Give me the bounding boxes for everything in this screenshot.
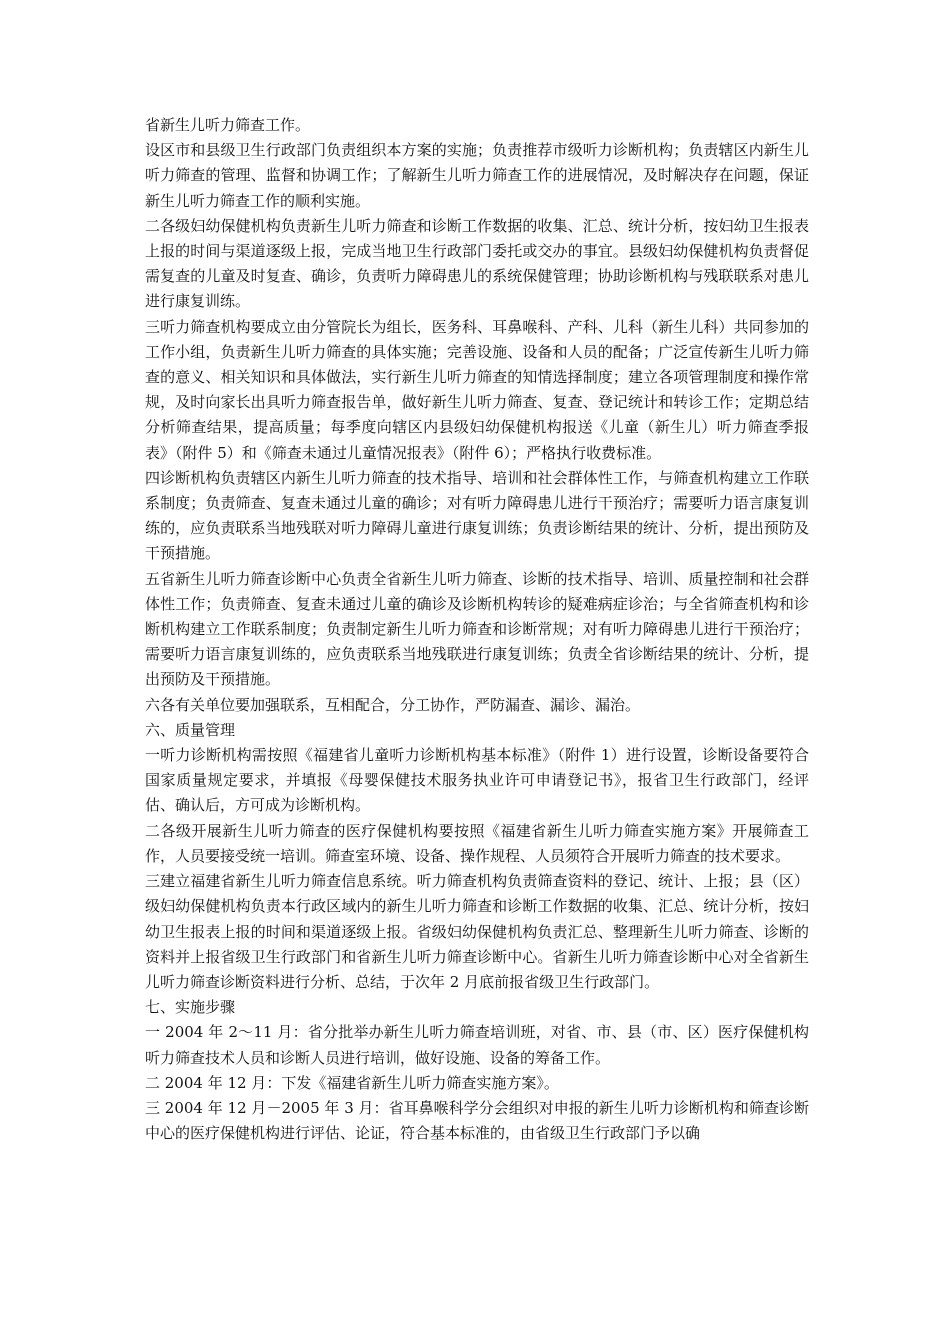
paragraph-item-2: 二各级妇幼保健机构负责新生儿听力筛查和诊断工作数据的收集、汇总、统计分析，按妇幼卫生报表上报的时间与渠道逐级上报，完成当地卫生行政部门委托或交办的事宜。县级妇幼保健机构负责督促需复查的儿童及时复查、确诊，负责听力障碍患儿的系统保健管理；协助诊断机构与残联联系对患儿进行康复训练。: [145, 216, 809, 311]
paragraph-item-6: 六各有关单位要加强联系，互相配合，分工协作，严防漏查、漏诊、漏治。: [145, 695, 641, 714]
paragraph-quality-2: 二各级开展新生儿听力筛查的医疗保健机构要按照《福建省新生儿听力筛查实施方案》开展筛查工作，人员要接受统一培训。筛查室环境、设备、操作规程、人员须符合开展听力筛查的技术要求。: [145, 821, 809, 865]
section-heading-steps: 七、实施步骤: [145, 998, 236, 1017]
paragraph-item-1: 设区市和县级卫生行政部门负责组织本方案的实施；负责推荐市级听力诊断机构；负责辖区内新生儿听力筛查的管理、监督和协调工作；了解新生儿听力筛查工作的进展情况，及时解决存在问题，保证新生儿听力筛查工作的顺利实施。: [145, 141, 809, 210]
paragraph-continuation: 省新生儿听力筛查工作。: [145, 116, 311, 134]
paragraph-step-3: 三 2004 年 12 月－2005 年 3 月：省耳鼻喉科学分会组织对申报的新生儿听力诊断机构和筛查诊断中心的医疗保健机构进行评估、论证，符合基本标准的，由省级卫生行政部门予以确: [145, 1098, 809, 1143]
paragraph-item-4: 四诊断机构负责辖区内新生儿听力筛查的技术指导、培训和社会群体性工作，与筛查机构建立工作联系制度；负责筛查、复查未通过儿童的确诊；对有听力障碍患儿进行干预治疗；需要听力语言康复训练的，应负责联系当地残联对听力障碍儿童进行康复训练；负责诊断结果的统计、分析，提出预防及干预措施。: [145, 468, 809, 563]
paragraph-step-2: 二 2004 年 12 月：下发《福建省新生儿听力筛查实施方案》。: [145, 1073, 559, 1092]
document-body: [145, 113, 809, 1146]
paragraph-item-3: 三听力筛查机构要成立由分管院长为组长，医务科、耳鼻喉科、产科、儿科（新生儿科）共同参加的工作小组，负责新生儿听力筛查的具体实施；完善设施、设备和人员的配备；广泛宣传新生儿听力筛查的意义、相关知识和具体做法，实行新生儿听力筛查的知情选择制度；建立各项管理制度和操作常规，及时向家长出具听力筛查报告单，做好新生儿听力筛查、复查、登记统计和转诊工作；定期总结分析筛查结果，提高质量；每季度向辖区内县级妇幼保健机构报送《儿童（新生儿）听力筛查季报表》（附件 5）和《筛查未通过儿童情况报表》（附件 6）；严格执行收费标准。: [145, 317, 809, 462]
paragraph-step-1: 一 2004 年 2～11 月：省分批举办新生儿听力筛查培训班，对省、市、县（市、区）医疗保健机构听力筛查技术人员和诊断人员进行培训，做好设施、设备的筹备工作。: [145, 1023, 809, 1067]
paragraph-quality-3: 三建立福建省新生儿听力筛查信息系统。听力筛查机构负责筛查资料的登记、统计、上报；县（区）级妇幼保健机构负责本行政区域内的新生儿听力筛查和诊断工作数据的收集、汇总、统计分析，按妇幼卫生报表上报的时间和渠道逐级上报。省级妇幼保健机构负责汇总、整理新生儿听力筛查、诊断的资料并上报省级卫生行政部门和省新生儿听力筛查诊断中心。省新生儿听力筛查诊断中心对全省新生儿听力筛查诊断资料进行分析、总结，于次年 2 月底前报省级卫生行政部门。: [145, 872, 809, 991]
section-heading-quality: 六、质量管理: [145, 720, 236, 739]
paragraph-quality-1: 一听力诊断机构需按照《福建省儿童听力诊断机构基本标准》（附件 1）进行设置，诊断设备要符合国家质量规定要求，并填报《母婴保健技术服务执业许可申请登记书》，报省卫生行政部门，经评估、确认后，方可成为诊断机构。: [145, 746, 809, 815]
paragraph-item-5: 五省新生儿听力筛查诊断中心负责全省新生儿听力筛查、诊断的技术指导、培训、质量控制和社会群体性工作；负责筛查、复查未通过儿童的确诊及诊断机构转诊的疑难病症诊治；与全省筛查机构和诊断机构建立工作联系制度；负责制定新生儿听力筛查和诊断常规；对有听力障碍患儿进行干预治疗；需要听力语言康复训练的，应负责联系当地残联进行康复训练；负责全省诊断结果的统计、分析，提出预防及干预措施。: [145, 569, 809, 689]
